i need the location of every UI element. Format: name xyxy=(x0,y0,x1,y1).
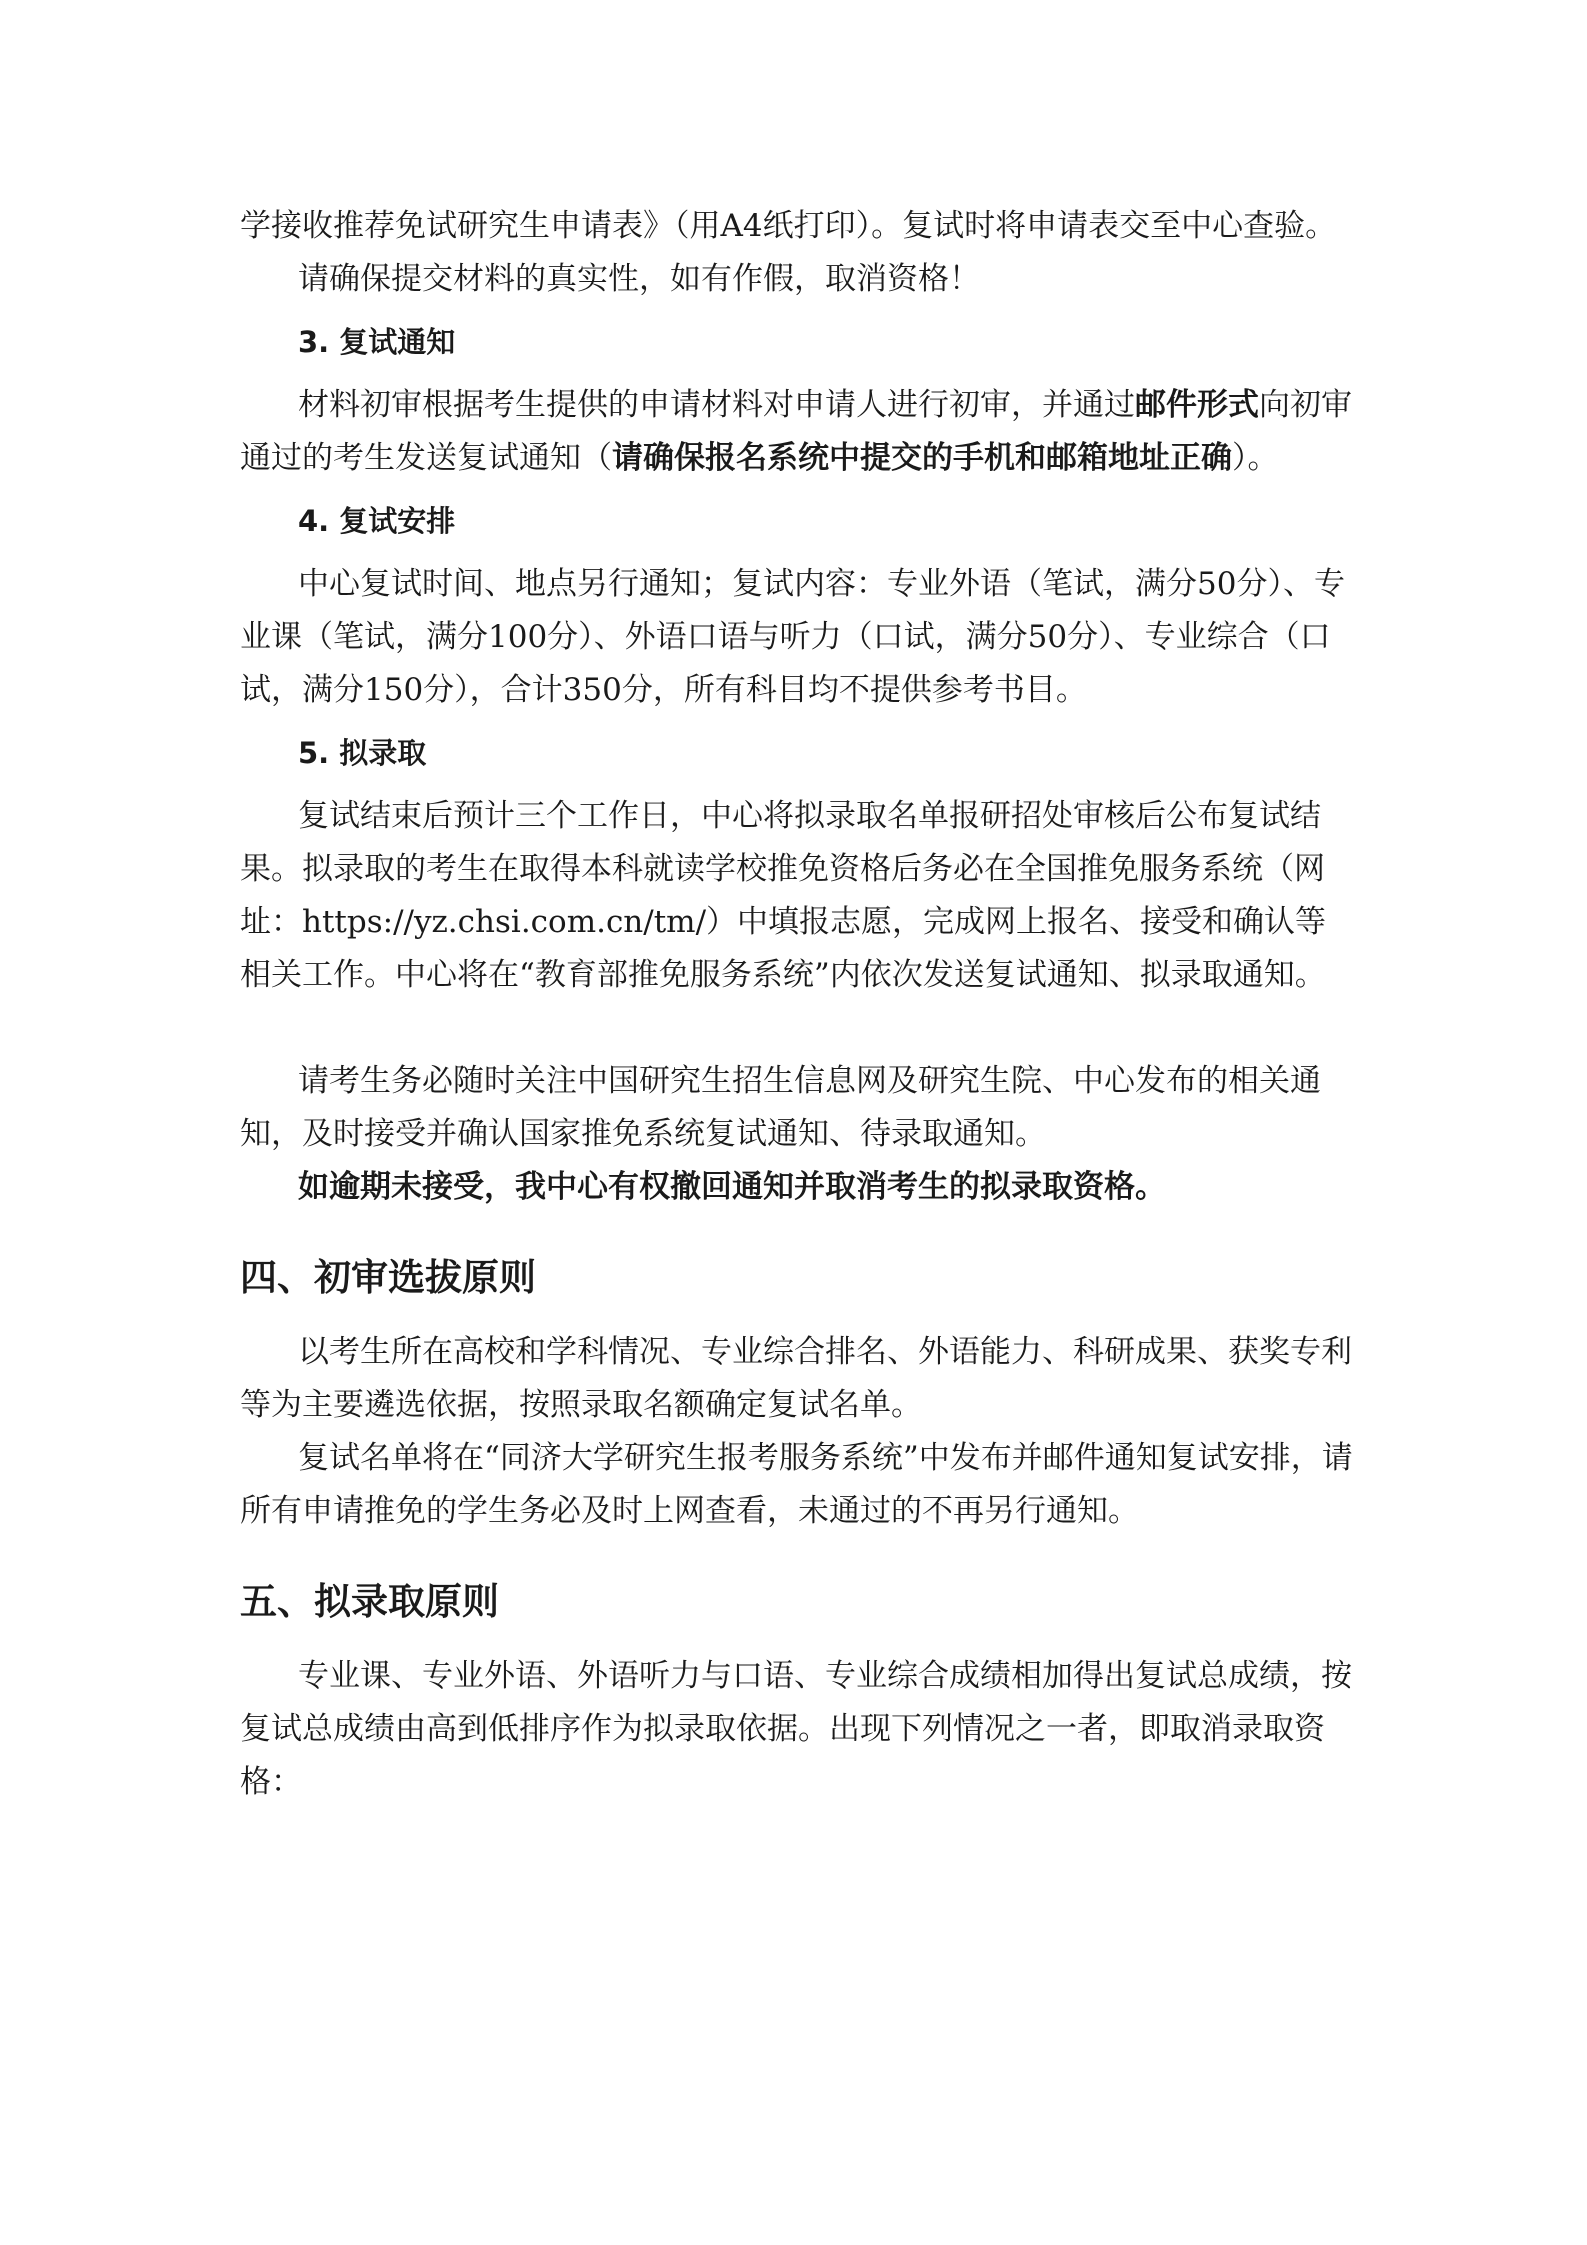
paragraph-attention-notice: 请考生务必随时关注中国研究生招生信息网及研究生院、中心发布的相关通知，及时接受并确认国家推免系统复试通知、待录取通知。 xyxy=(240,1063,1321,1152)
paragraph-selection-criteria: 以考生所在高校和学科情况、专业综合排名、外语能力、科研成果、获奖专利等为主要遴选依据，按照录取名额确定复试名单。 xyxy=(240,1334,1352,1423)
paragraph-application-form: 学接收推荐免试研究生申请表》（用A4纸打印）。复试时将申请表交至中心查验。 xyxy=(240,208,1337,244)
paragraph-retest-arrangement: 中心复试时间、地点另行通知；复试内容：专业外语（笔试，满分50分）、专业课（笔试，满分100分）、外语口语与听力（口试，满分50分）、专业综合（口试，满分150分），合计350分，所有科目均不提供参考书目。 xyxy=(240,566,1345,708)
text-segment: ）。 xyxy=(1232,440,1279,476)
text-segment: 材料初审根据考生提供的申请材料对申请人进行初审，并通过 xyxy=(298,387,1135,423)
section-heading-initial-selection: 四、初审选拔原则 xyxy=(240,1256,536,1299)
document-body xyxy=(240,200,1355,1809)
blank-line xyxy=(240,1002,1355,1055)
paragraph-retest-list: 复试名单将在“同济大学研究生报考服务系统”中发布并邮件通知复试安排，请所有申请推免的学生务必及时上网查看，未通过的不再另行通知。 xyxy=(240,1440,1353,1529)
paragraph-authenticity-notice: 请确保提交材料的真实性，如有作假，取消资格！ xyxy=(298,261,980,297)
paragraph-overdue-warning: 如逾期未接受，我中心有权撤回通知并取消考生的拟录取资格。 xyxy=(298,1169,1166,1205)
subheading-admission: 5. 拟录取 xyxy=(298,736,427,770)
text-segment: 向初审通过的考生发送复试通知（ xyxy=(240,387,1352,476)
bold-contact-warning: 请确保报名系统中提交的手机和邮箱地址正确 xyxy=(612,440,1232,476)
paragraph-retest-notice xyxy=(240,379,1355,485)
section-heading-admission-principles: 五、拟录取原则 xyxy=(240,1580,499,1623)
subheading-retest-notice: 3. 复试通知 xyxy=(298,325,456,359)
paragraph-admission-principles: 专业课、专业外语、外语听力与口语、专业综合成绩相加得出复试总成绩，按复试总成绩由高到低排序作为拟录取依据。出现下列情况之一者，即取消录取资格： xyxy=(240,1658,1352,1800)
subheading-retest-arrangement: 4. 复试安排 xyxy=(298,504,456,538)
bold-email-form: 邮件形式 xyxy=(1135,387,1259,423)
paragraph-admission: 复试结束后预计三个工作日，中心将拟录取名单报研招处审核后公布复试结果。拟录取的考生在取得本科就读学校推免资格后务必在全国推免服务系统（网址：https://yz.chsi.com.cn/tm/）中填报志愿，完成网上报名、接受和确认等相关工作。中心将在“教育部推免服务系统”内依次发送复试通知、拟录取通知。 xyxy=(240,798,1327,993)
